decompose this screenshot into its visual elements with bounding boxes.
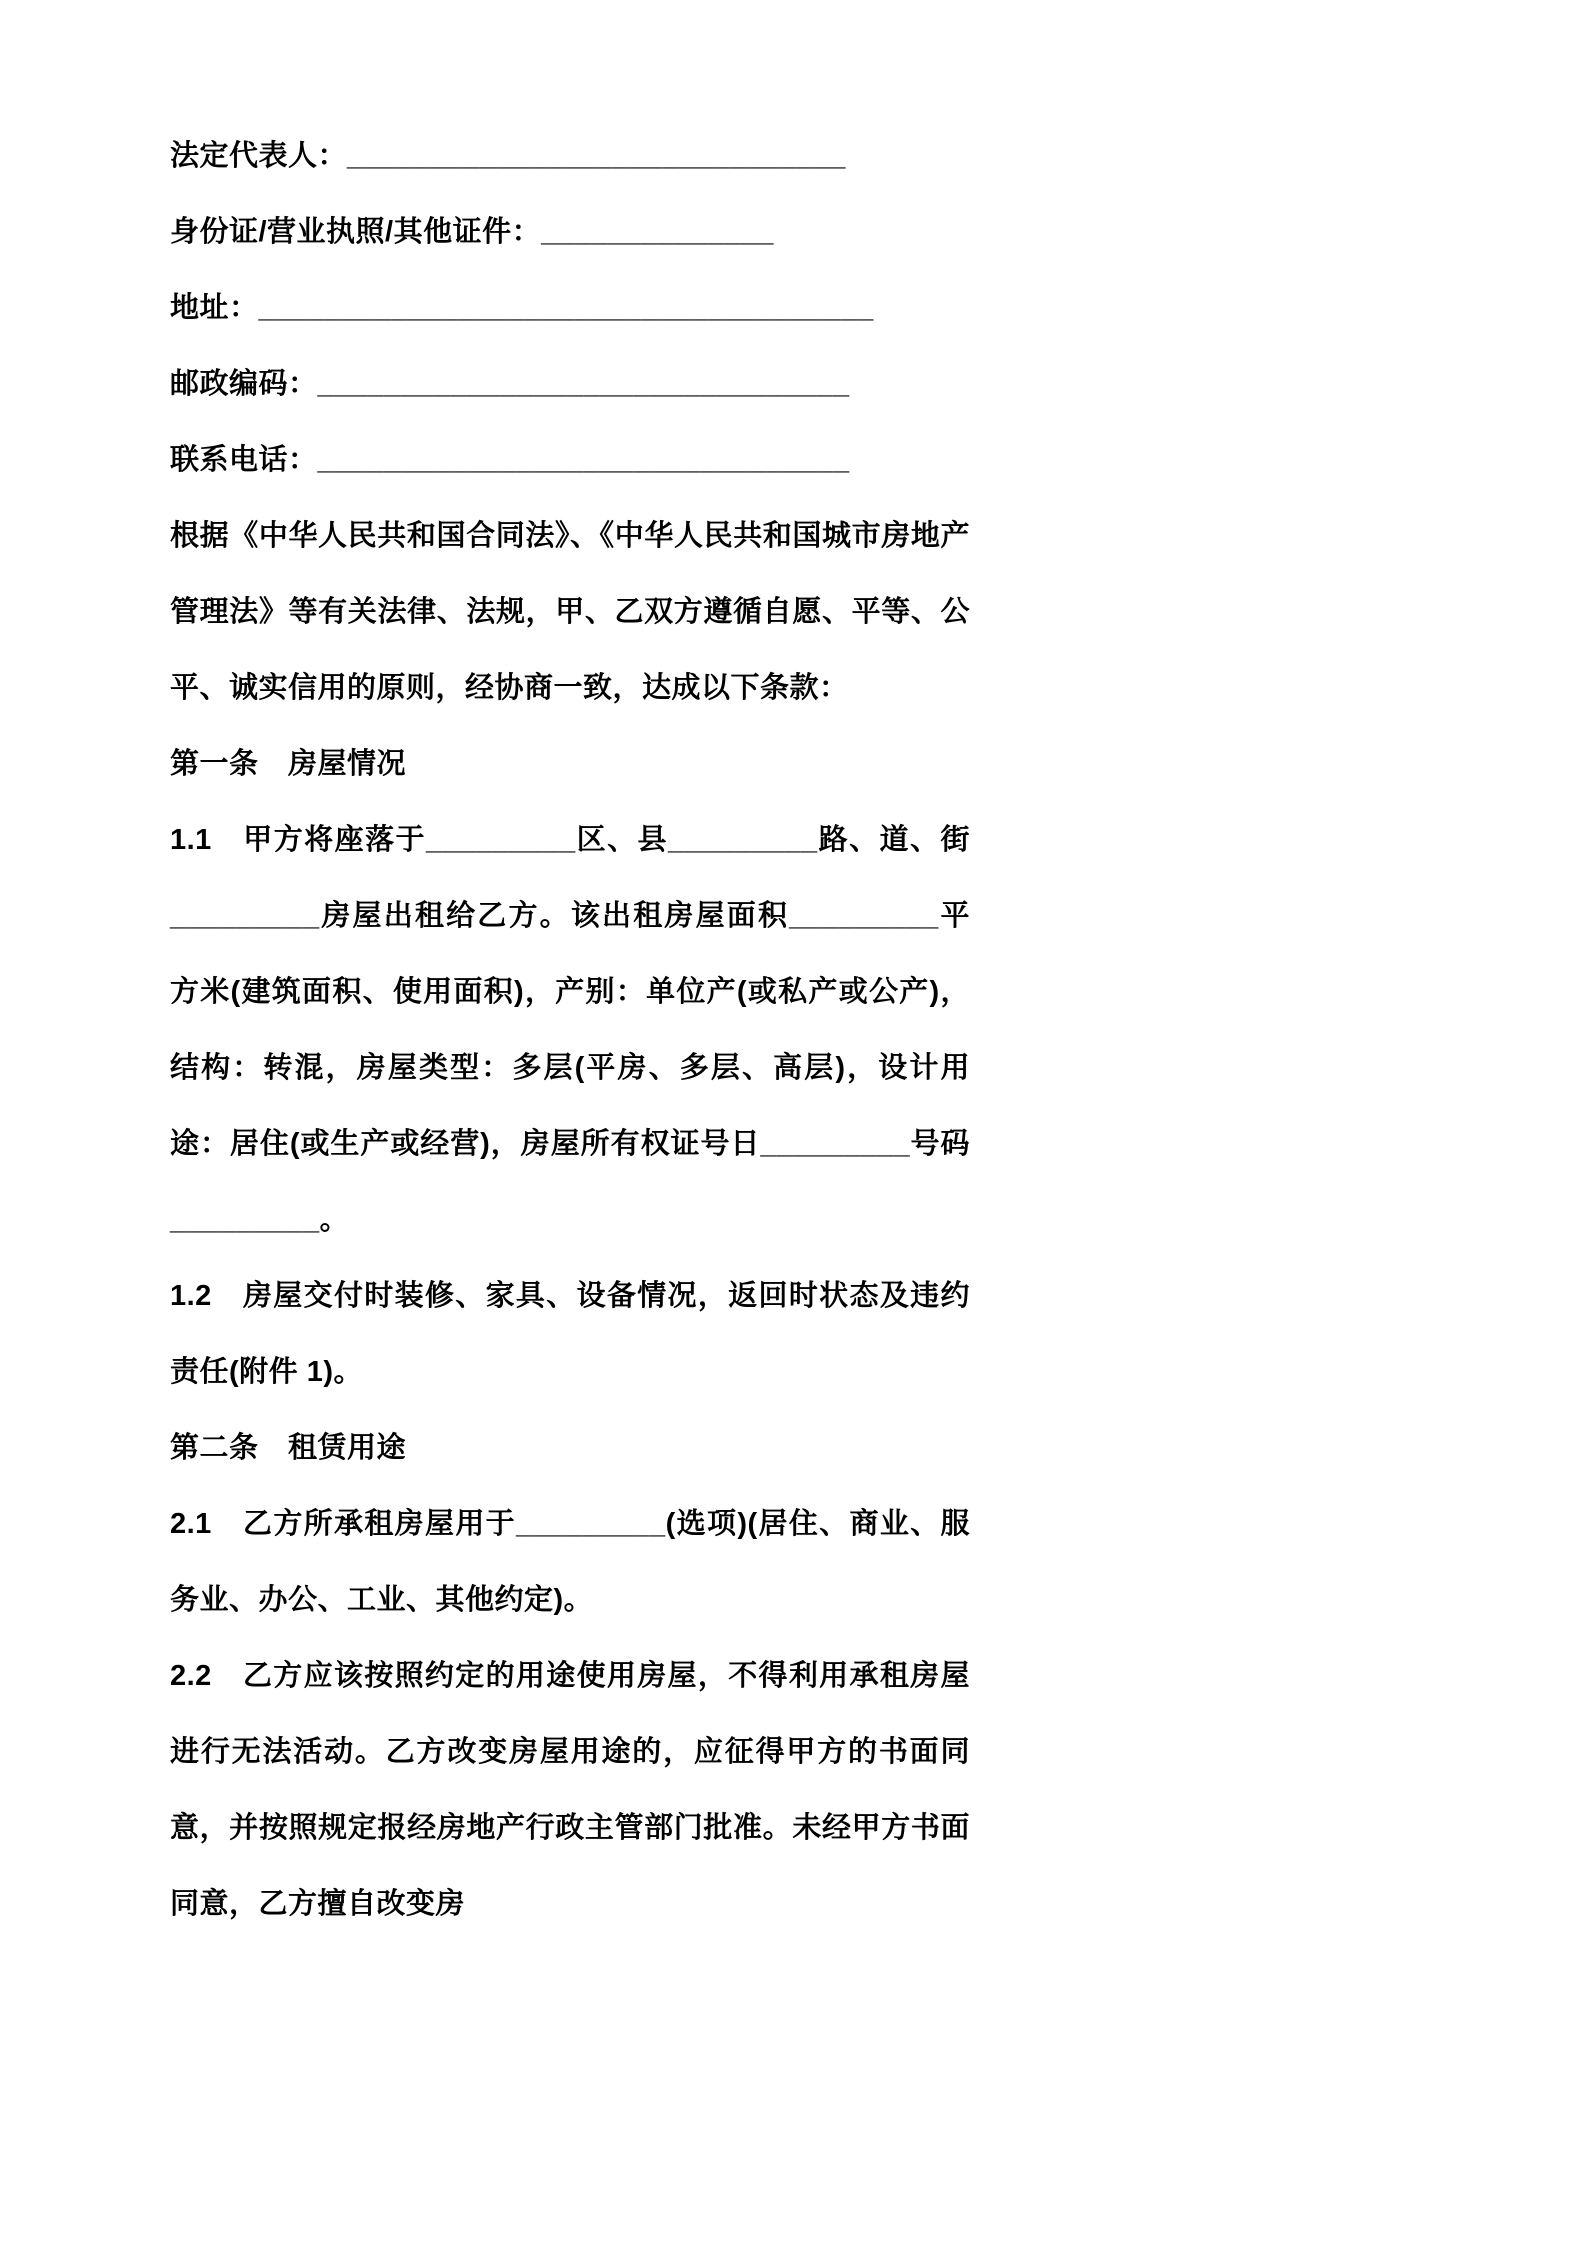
document-content	[170, 118, 970, 1942]
heading-article-1: 第一条 房屋情况	[170, 748, 407, 780]
paragraph-clause-1-1: 1.1 甲方将座落于_________区、县_________路、道、街_________房屋出租给乙方。该出租房屋面积_________平方米(建筑面积、使用面积)，产别：单位产(或私产或公产)，结构：转混，房屋类型：多层(平房、多层、高层)，设计用途：居住(或生产或经营)，房屋所有权证号日_________号码_________。	[170, 824, 970, 1236]
paragraph-clause-1-2: 1.2 房屋交付时装修、家具、设备情况，返回时状态及违约责任(附件 1)。	[170, 1280, 970, 1388]
paragraph-clause-2-1: 2.1 乙方所承租房屋用于_________(选项)(居住、商业、服务业、办公、工业、其他约定)。	[170, 1508, 970, 1616]
paragraph-contact-phone-field: 联系电话：________________________________	[170, 444, 850, 476]
paragraph-preamble: 根据《中华人民共和国合同法》、《中华人民共和国城市房地产管理法》等有关法律、法规，甲、乙双方遵循自愿、平等、公平、诚实信用的原则，经协商一致，达成以下条款：	[170, 520, 970, 704]
heading-article-2: 第二条 租赁用途	[170, 1432, 407, 1464]
paragraph-address-field: 地址：_____________________________________	[170, 292, 874, 324]
paragraph-clause-2-2: 2.2 乙方应该按照约定的用途使用房屋，不得利用承租房屋进行无法活动。乙方改变房屋用途的，应征得甲方的书面同意，并按照规定报经房地产行政主管部门批准。未经甲方书面同意，乙方擅自改变房	[170, 1660, 970, 1920]
paragraph-legal-representative-field: 法定代表人：______________________________	[170, 140, 846, 172]
paragraph-id-certificate-field: 身份证/营业执照/其他证件：______________	[170, 216, 774, 248]
paragraph-postal-code-field: 邮政编码：________________________________	[170, 368, 850, 400]
